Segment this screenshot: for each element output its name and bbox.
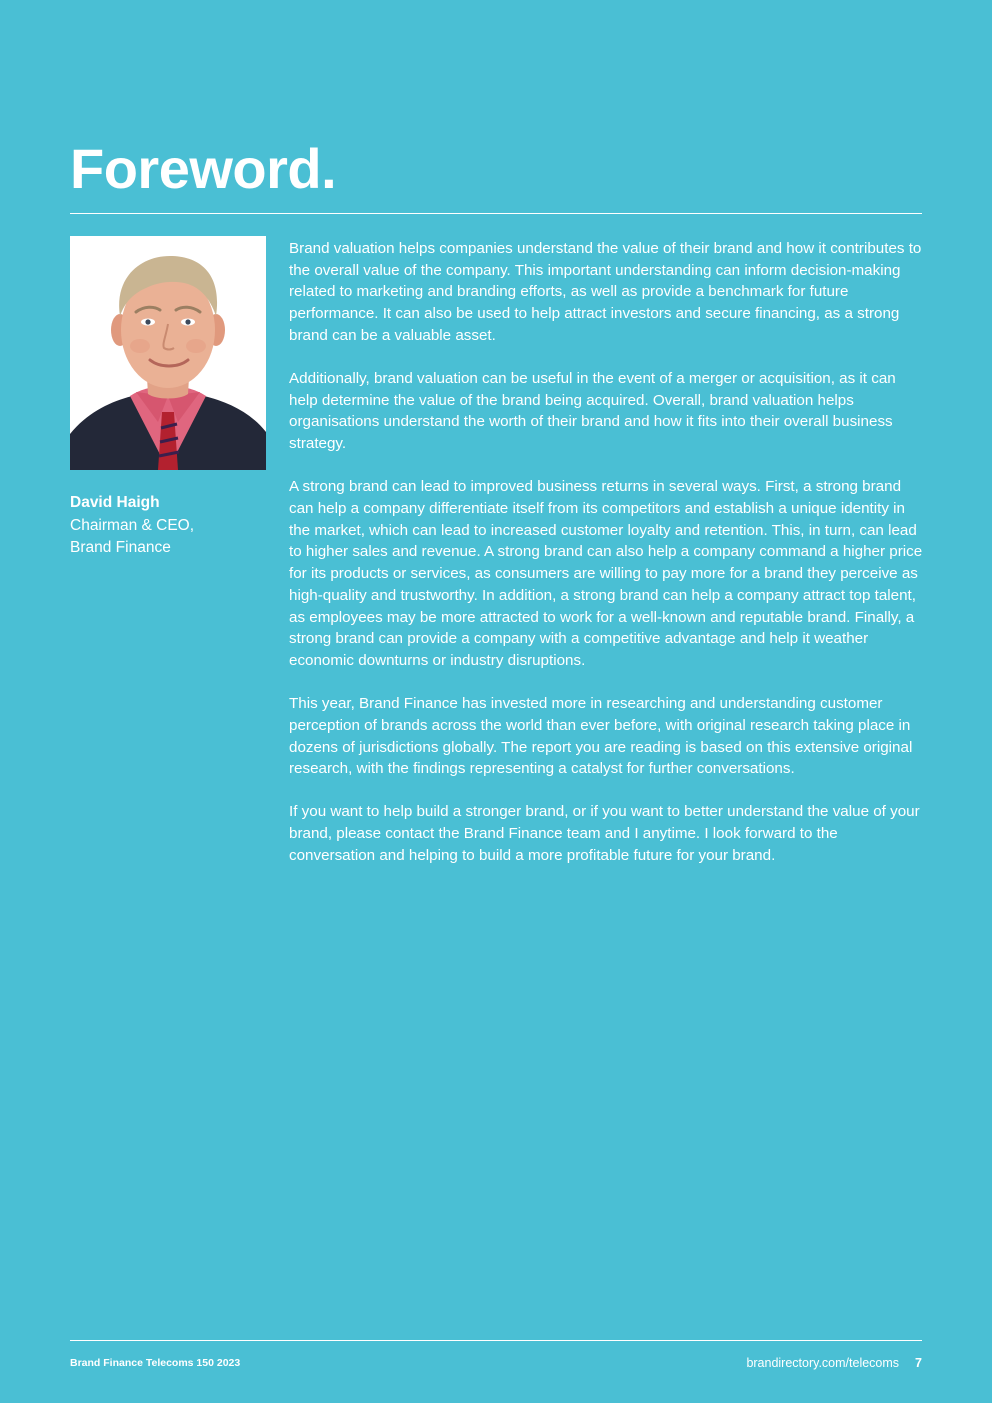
- foreword-paragraph: Additionally, brand valuation can be useful in the event of a merger or acquisition, as it can help determine the value of the brand being acquired. Overall, brand valuation helps organisations understand the worth of their brand and how it fits into their overall business strategy.: [289, 370, 896, 453]
- foreword-paragraph: If you want to help build a stronger brand, or if you want to better understand the value of your brand, please contact the Brand Finance team and I anytime. I look forward to the conversation and helping to build a more profitable future for your brand.: [289, 803, 920, 864]
- foreword-paragraph: Brand valuation helps companies understand the value of their brand and how it contributes to the overall value of the company. This important understanding can inform decision-making related to marketing and branding efforts, as well as provide a benchmark for future performance. It can also be used to help attract investors and secure financing, as a strong brand can be a valuable asset.: [289, 240, 922, 344]
- page-number: 7: [915, 1356, 922, 1370]
- author-role-title: Chairman & CEO,: [70, 517, 195, 534]
- title-divider: [70, 213, 922, 214]
- author-name: David Haigh: [70, 494, 160, 511]
- footer-divider: [70, 1340, 922, 1341]
- foreword-paragraph: A strong brand can lead to improved business returns in several ways. First, a strong brand can help a company differentiate itself from its competitors and establish a unique identity in the market, which can lead to increased customer loyalty and retention. This, in turn, can lead to higher sales and revenue. A strong brand can also help a company command a higher price for its products or services, as consumers are willing to pay more for a brand they perceive as high-quality and trustworthy. In addition, a strong brand can help a company attract top talent, as employees may be more attracted to work for a well-known and reputable brand. Finally, a strong brand can provide a company with a competitive advantage and help it weather economic downturns or industry disruptions.: [289, 478, 923, 669]
- website-link[interactable]: brandirectory.com/telecoms: [746, 1356, 900, 1370]
- page-title: Foreword.: [70, 137, 337, 200]
- footer-right: [746, 1355, 922, 1371]
- author-organisation: Brand Finance: [70, 538, 171, 556]
- foreword-body: [289, 238, 923, 888]
- publication-title: Brand Finance Telecoms 150 2023: [70, 1357, 241, 1369]
- author-role: [70, 515, 266, 558]
- author-portrait: [70, 236, 266, 470]
- foreword-paragraph: This year, Brand Finance has invested more in researching and understanding customer perception of brands across the world than ever before, with original research taking place in dozens of jurisdictions globally. The report you are reading is based on this extensive original research, with the findings representing a catalyst for further conversations.: [289, 695, 913, 778]
